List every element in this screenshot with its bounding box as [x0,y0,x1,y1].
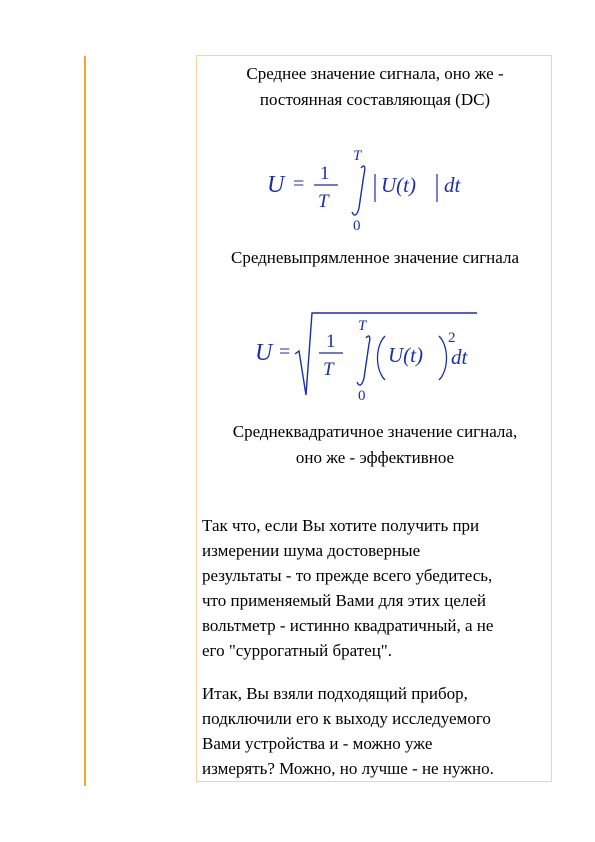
dc-heading-line-2: постоянная составляющая (DC) [259,90,491,109]
dc-heading [197,61,553,113]
right-paren-icon [439,336,447,380]
paragraph-line: Вами устройства и - можно уже [202,734,433,753]
paragraph-line: Так что, если Вы хотите получить при [202,516,480,535]
rms-integral-sign-icon [357,336,370,385]
rms-integral-upper-limit: T [358,318,367,334]
paragraph-measure-question [202,681,548,781]
formula-equals: = [293,173,305,195]
margin-rule [84,56,86,786]
rms-formula-integrand: U(t) [388,343,423,367]
left-paren-icon [378,336,386,380]
formula-denominator: T [318,191,329,212]
rms-formula-differential: dt [451,345,468,369]
paragraph-line: Итак, Вы взяли подходящий прибор, [202,684,468,703]
rectified-heading [197,245,553,271]
rms-formula [255,306,495,406]
rms-formula-equals: = [279,341,291,363]
square-root-sign-icon [295,313,477,395]
integral-sign-icon [352,166,365,215]
paragraph-line: вольтметр - истинно квадратичный, а не [202,616,494,635]
formula-differential: dt [444,173,461,197]
rms-heading-line-1: Среднеквадратичное значение сигнала, [232,422,518,441]
paragraph-true-rms-advice [202,513,548,663]
paragraph-line: измерять? Можно, но лучше - не нужно. [202,759,494,778]
rms-formula-exponent: 2 [448,330,456,346]
rectified-heading-line-1: Средневыпрямленное значение сигнала [230,248,519,267]
dc-heading-line-1: Среднее значение сигнала, оно же - [246,64,504,83]
integral-upper-limit: T [353,148,362,164]
paragraph-line: его "суррогатный братец". [202,641,392,660]
content-panel [196,55,552,782]
paragraph-line: что применяемый Вами для этих целей [202,591,487,610]
paragraph-line: измерении шума достоверные [202,541,421,560]
rms-formula-denominator: T [323,359,334,380]
rms-integral-lower-limit: 0 [358,388,366,404]
rms-formula-lhs: U [255,340,273,366]
paragraph-line: подключили его к выходу исследуемого [202,709,491,728]
average-rectified-formula [267,146,487,236]
rms-formula-numerator: 1 [326,331,336,352]
formula-numerator: 1 [320,163,330,184]
rms-heading-line-2: оно же - эффективное [295,448,455,467]
formula-integrand: U(t) [381,173,416,197]
rms-heading [197,419,553,471]
integral-lower-limit: 0 [353,218,361,234]
formula-lhs: U [267,172,285,198]
paragraph-line: результаты - то прежде всего убедитесь, [202,566,493,585]
